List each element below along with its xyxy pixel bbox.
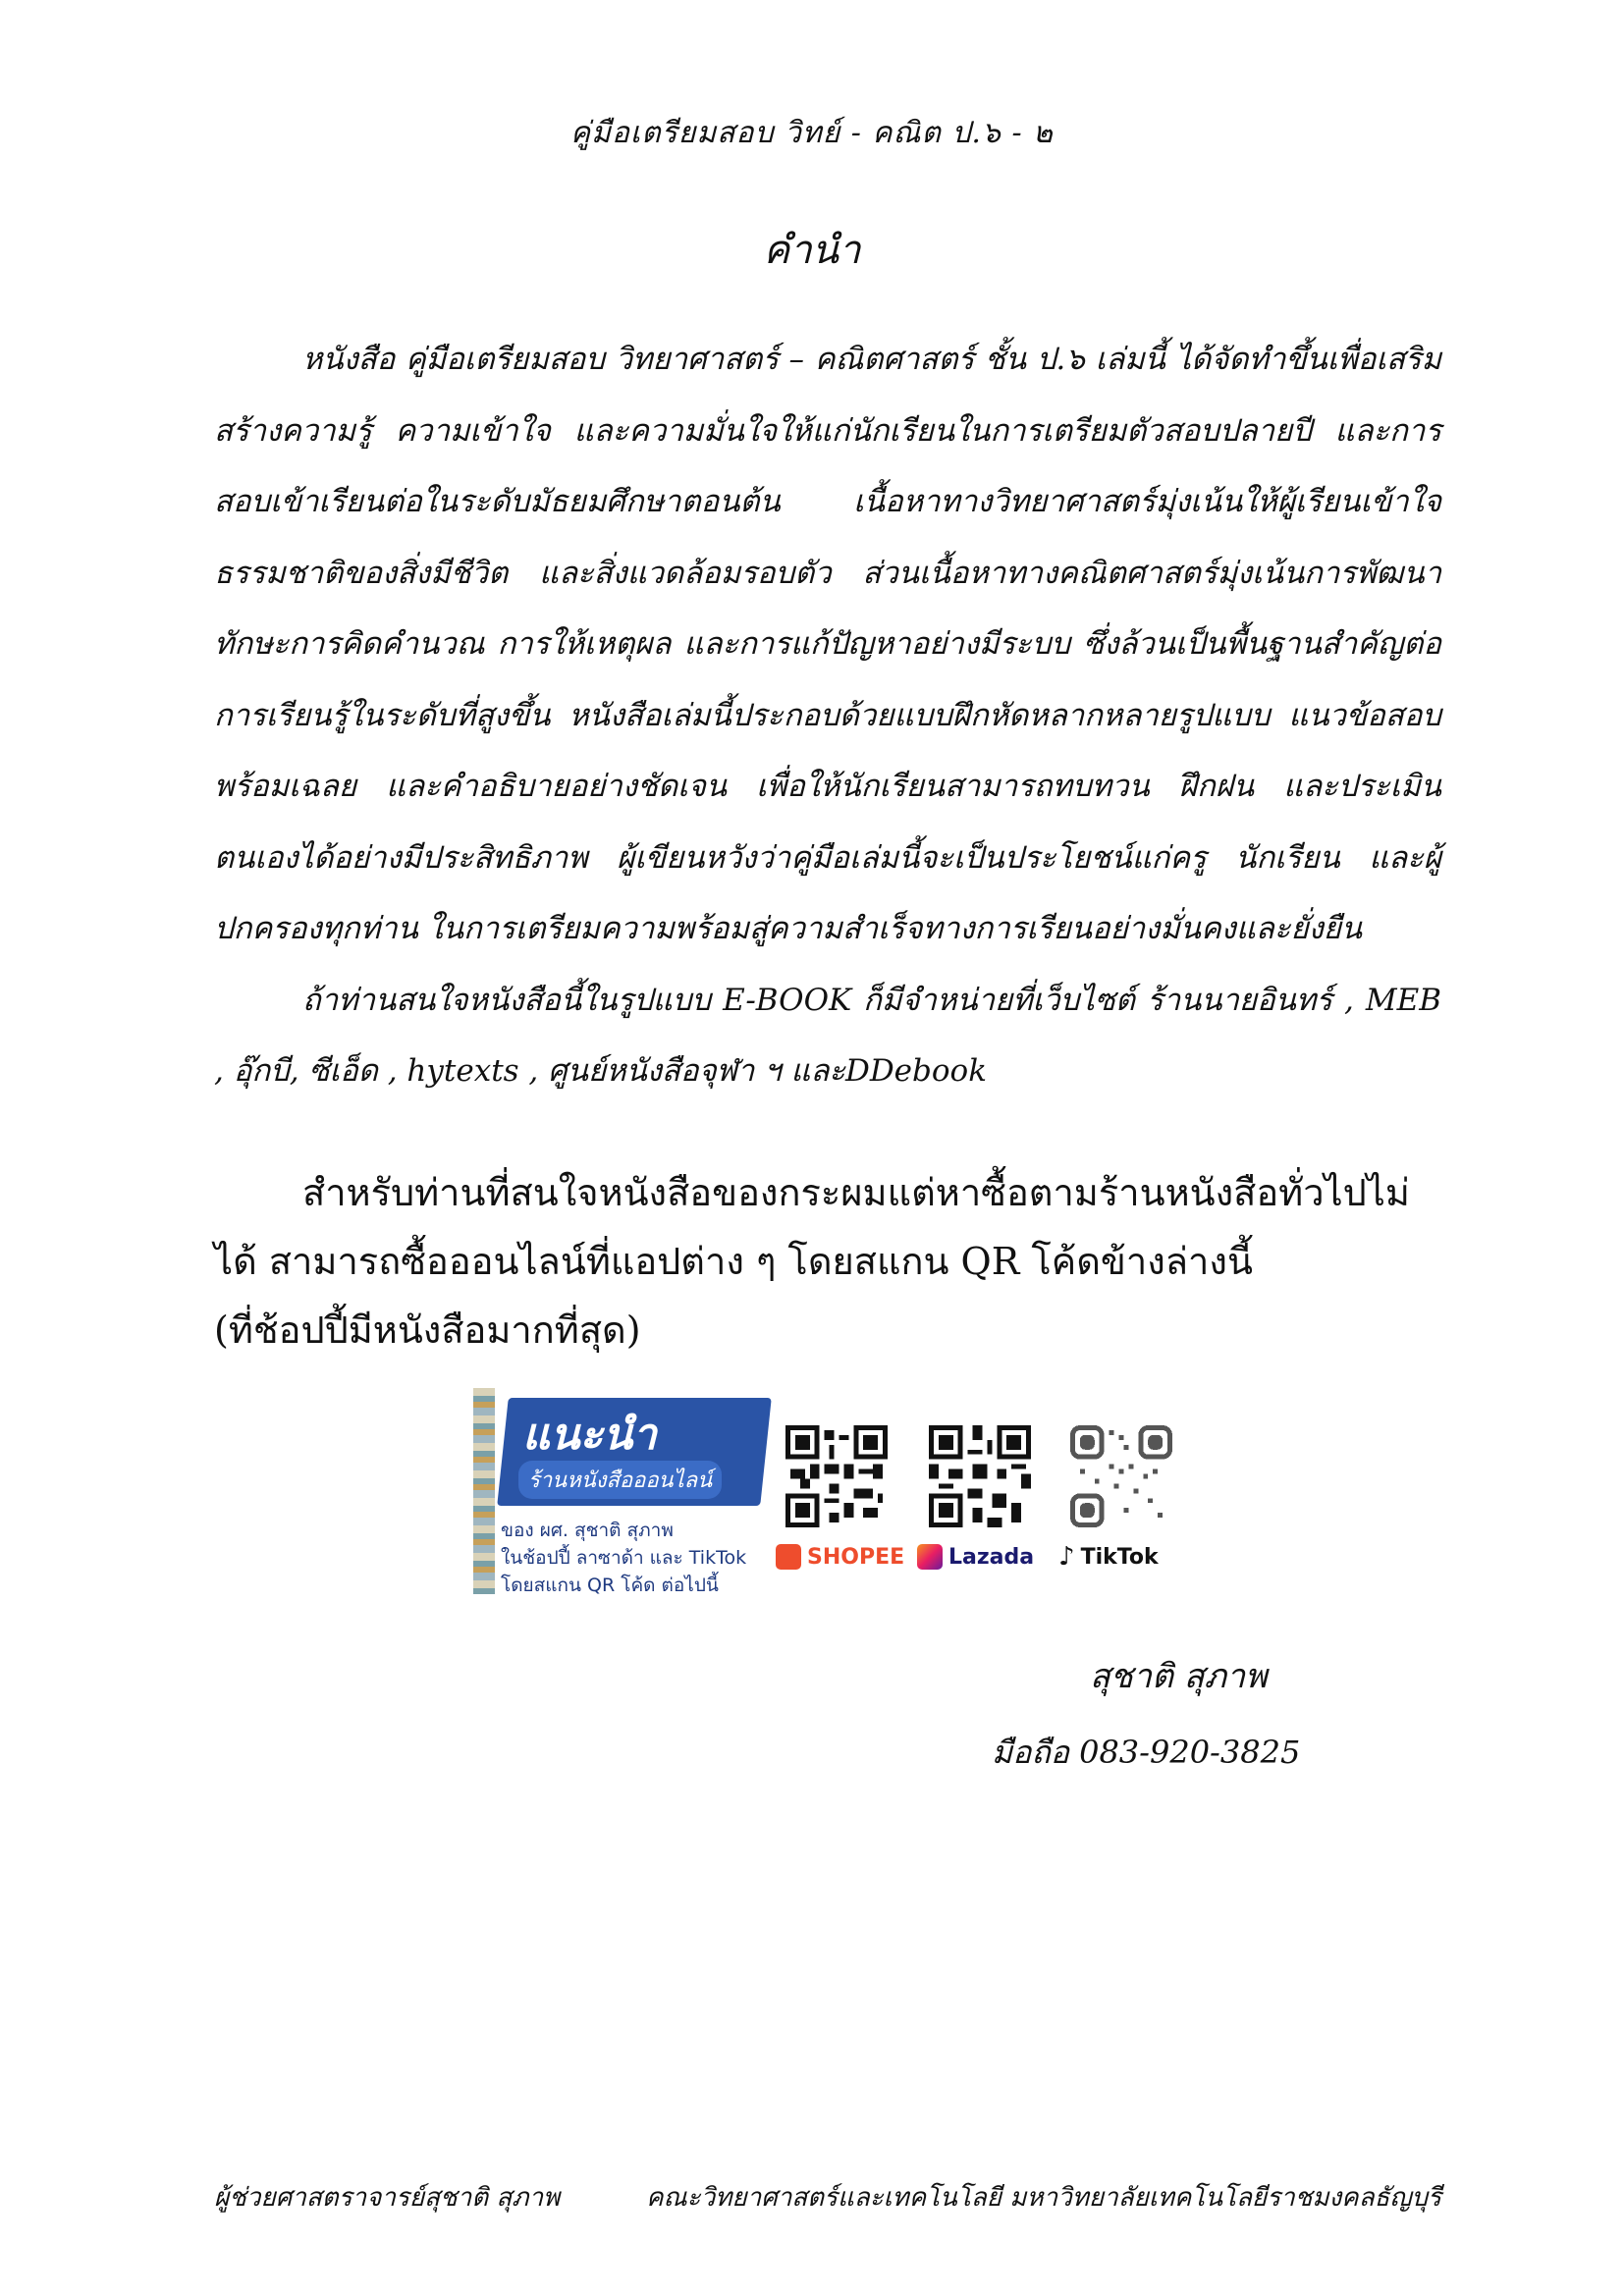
lazada-label-text: Lazada (948, 1544, 1035, 1570)
footer-author: ผู้ช่วยศาสตราจารย์สุชาติ สุภาพ (214, 2183, 561, 2213)
promo-line-author: ของ ผศ. สุชาติ สุภาพ (501, 1520, 674, 1541)
shopee-label-text: SHOPEE (807, 1544, 905, 1570)
online-purchase-notice (214, 1158, 1441, 1364)
tiktok-qr-code[interactable] (1070, 1425, 1172, 1527)
footer-institution: คณะวิทยาศาสตร์และเทคโนโลยี มหาวิทยาลัยเทคโนโลยีราชมงคลธัญบุรี (646, 2183, 1441, 2213)
foreword-body (214, 324, 1441, 1107)
tiktok-label-text: TikTok (1080, 1544, 1159, 1570)
promo-title: แนะนำ (522, 1410, 657, 1460)
tiktok-note-icon: ♪ (1058, 1542, 1075, 1572)
shopee-qr-code[interactable] (785, 1425, 888, 1527)
page-footer (214, 2177, 1441, 2217)
qr-code-icon (785, 1425, 888, 1527)
author-signature: สุชาติ สุภาพ (1090, 1657, 1268, 1696)
online-purchase-text: สำหรับท่านที่สนใจหนังสือของกระผมแต่หาซื้อตามร้านหนังสือทั่วไปไม่ได้ สามารถซื้อออนไลน์ที่แอปต่าง ๆ โดยสแกน QR โค้ดข้างล่างนี้ (214, 1171, 1410, 1283)
promo-subtitle: ร้านหนังสือออนไลน์ (518, 1461, 722, 1499)
tiktok-label[interactable] (1058, 1539, 1159, 1575)
lazada-heart-icon (917, 1544, 943, 1570)
qr-code-icon (1070, 1425, 1172, 1527)
qr-code-icon (929, 1425, 1031, 1527)
running-header: คู่มือเตรียมสอบ วิทย์ - คณิต ป.๖ - ๒ (570, 116, 1054, 150)
shopee-bag-icon (776, 1544, 801, 1570)
foreword-paragraph-main: หนังสือ คู่มือเตรียมสอบ วิทยาศาสตร์ – คณิตศาสตร์ ชั้น ป.๖ เล่มนี้ ได้จัดทำขึ้นเพื่อเสริมสร้างความรู้ ความเข้าใจ และความมั่นใจให้แก่นักเรียนในการเตรียมตัวสอบปลายปี และการสอบเข้าเรียนต่อในระดับมัธยมศึกษาตอนต้น เนื้อหาทางวิทยาศาสตร์มุ่งเน้นให้ผู้เรียนเข้าใจธรรมชาติของสิ่งมีชีวิต และสิ่งแวดล้อมรอบตัว ส่วนเนื้อหาทางคณิตศาสตร์มุ่งเน้นการพัฒนาทักษะการคิดคำนวณ การให้เหตุผล และการแก้ปัญหาอย่างมีระบบ ซึ่งล้วนเป็นพื้นฐานสำคัญต่อการเรียนรู้ในระดับที่สูงขึ้น หนังสือเล่มนี้ประกอบด้วยแบบฝึกหัดหลากหลายรูปแบบ แนวข้อสอบพร้อมเฉลย และคำอธิบายอย่างชัดเจน เพื่อให้นักเรียนสามารถทบทวน ฝึกฝน และประเมินตนเองได้อย่างมีประสิทธิภาพ ผู้เขียนหวังว่าคู่มือเล่มนี้จะเป็นประโยชน์แก่ครู นักเรียน และผู้ปกครองทุกท่าน ในการเตรียมความพร้อมสู่ความสำเร็จทางการเรียนอย่างมั่นคงและยั่งยืน (214, 342, 1441, 946)
book-stack-image (473, 1388, 495, 1594)
promo-line-scan: โดยสแกน QR โค้ด ต่อไปนี้ (501, 1575, 719, 1596)
promo-line-stores: ในช้อปปี้ ลาซาด้า และ TikTok (501, 1547, 747, 1569)
author-phone: มือถือ 083-920-3825 (992, 1734, 1301, 1771)
shopee-label[interactable] (776, 1539, 904, 1575)
promo-card (473, 1388, 778, 1594)
lazada-label[interactable] (917, 1539, 1034, 1575)
foreword-paragraph-ebook: ถ้าท่านสนใจหนังสือนี้ในรูปแบบ E-BOOK ก็มีจำหน่ายที่เว็บไซต์ ร้านนายอินทร์ , MEB , อุ๊กบี, ซีเอ็ด , hytexts , ศูนย์หนังสือจุฬา ฯ และDDebook (214, 982, 1441, 1089)
lazada-qr-code[interactable] (929, 1425, 1031, 1527)
page-title: คำนำ (763, 228, 861, 273)
shopee-note: (ที่ช้อปปี้มีหนังสือมากที่สุด) (214, 1308, 641, 1352)
